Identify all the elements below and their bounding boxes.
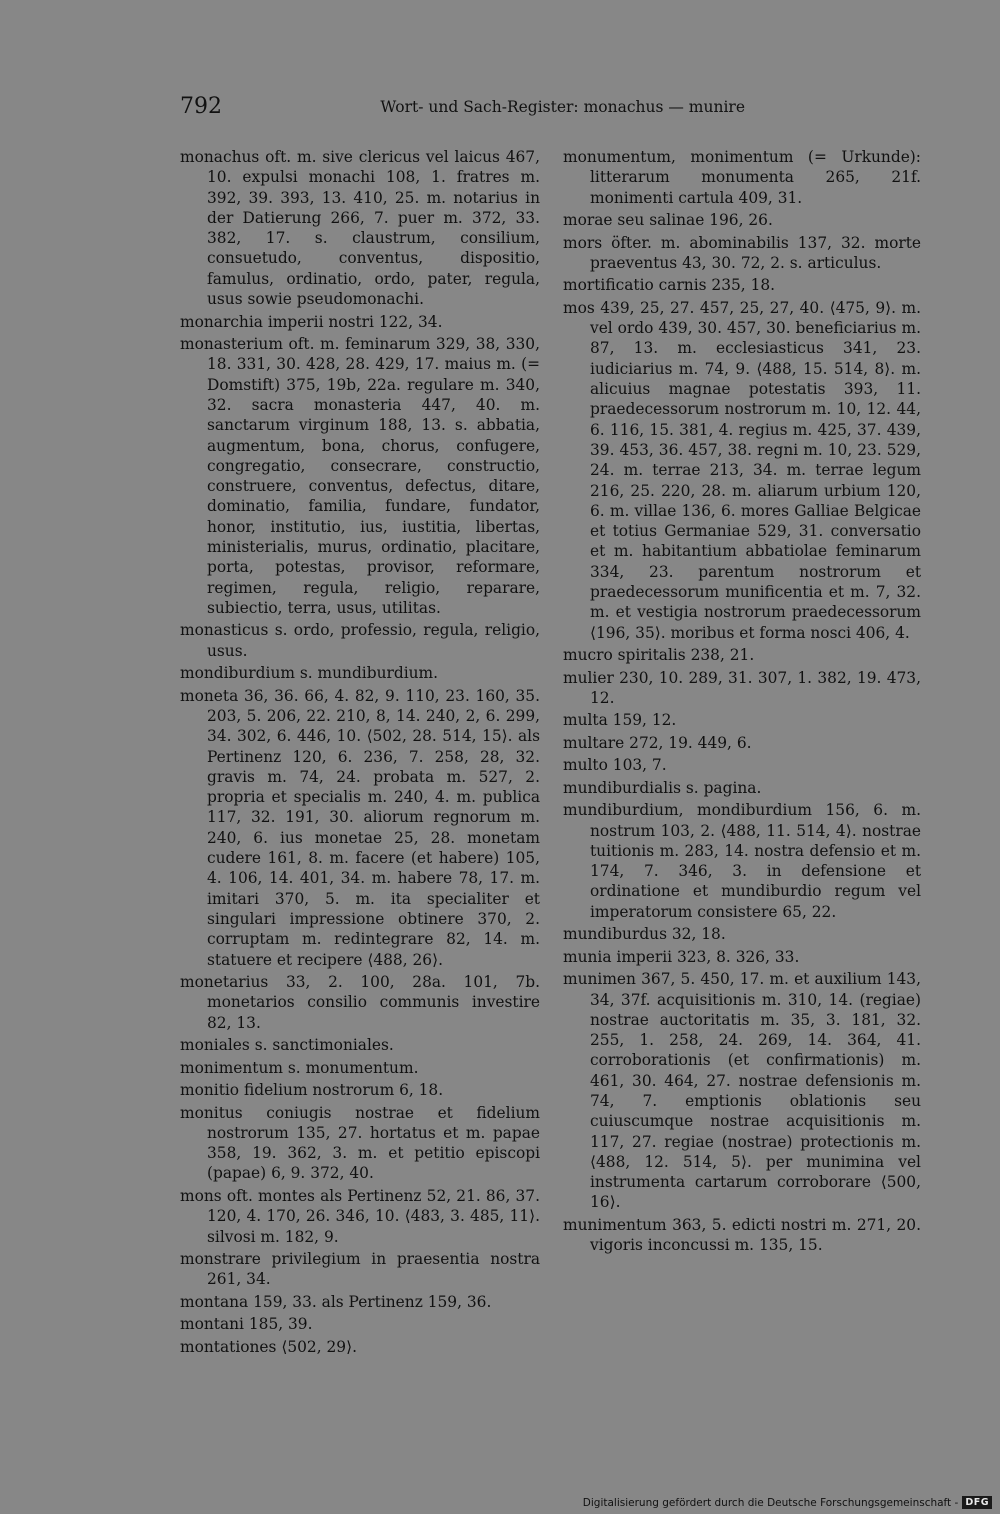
- index-entry: monarchia imperii nostri 122, 34.: [180, 312, 443, 331]
- index-entry: mors öfter. m. abominabilis 137, 32. morte praeventus 43, 30. 72, 2. s. articulus.: [563, 233, 921, 272]
- index-entry: munimentum 363, 5. edicti nostri m. 271, 20. vigoris inconcussi m. 135, 15.: [563, 1215, 921, 1255]
- index-entry: moneta 36, 36. 66, 4. 82, 9. 110, 23. 160, 35. 203, 5. 206, 22. 210, 8, 14. 240, 2, 6. 299, 34. 302, 6. 446, 10. ⟨502, 28. 514, 15⟩. als Pertinenz 120, 6. 236, 7. 258, 28, 32. gravis m. 74, 24. probata m. 527, 2. propria et specialis m. 240, 4. m. publica 117, 32. 191, 30. aliorum regnorum m. 240, 6. ius monetae 25, 28. monetam cudere 161, 8. m. facere (et habere) 105, 4. 106, 14. 401, 34. m. habere 78, 17. m. imitari 370, 5. m. ita specialiter et singulari impressione obtinere 370, 2. corruptam m. redintegrare 82, 14. m. statuere et recipere ⟨488, 26⟩.: [180, 686, 540, 969]
- index-entry: morae seu salinae 196, 26.: [563, 211, 773, 230]
- index-entry: montani 185, 39.: [180, 1315, 313, 1334]
- right-column: [563, 147, 921, 1258]
- page-header: [180, 94, 745, 124]
- index-entry: monstrare privilegium in praesentia nostra 261, 34.: [180, 1249, 540, 1289]
- index-entry: monachus oft. m. sive clericus vel laicus 467, 10. expulsi monachi 108, 1. fratres m. 392, 39. 393, 13. 410, 25. m. notarius in der Datierung 266, 7. puer m. 372, 33. 382, 17. s. claustrum, consilium, consuetudo, conventus, dispositio, famulus, ordinatio, ordo, pater, regula, usus sowie pseudomonachi.: [180, 148, 540, 309]
- index-entry: multare 272, 19. 449, 6.: [563, 733, 752, 752]
- index-entry: mons oft. montes als Pertinenz 52, 21. 86, 37. 120, 4. 170, 26. 346, 10. ⟨483, 3. 485, 11⟩. silvosi m. 182, 9.: [180, 1186, 540, 1246]
- index-entry: monumentum, monimentum (= Urkunde): litterarum monumenta 265, 21f. monimenti cartula 409, 31.: [563, 148, 921, 207]
- index-entry: montana 159, 33. als Pertinenz 159, 36.: [180, 1292, 492, 1311]
- index-entry: mulier 230, 10. 289, 31. 307, 1. 382, 19. 473, 12.: [563, 668, 921, 707]
- index-entry: munimen 367, 5. 450, 17. m. et auxilium 143, 34, 37f. acquisitionis m. 310, 14. (regiae) nostrae auctoritatis m. 35, 3. 181, 32. 255, 1. 258, 24. 269, 14. 364, 41. corroborationis (et confirmationis) m. 461, 30. 464, 27. nostrae defensionis m. 74, 7. emptionis oblationis seu cuiuscumque nostrae acquisitionis m. 117, 27. regiae (nostrae) protectionis m. ⟨488, 12. 514, 5⟩. per munimina vel instrumenta cartarum corroborare ⟨500, 16⟩.: [563, 970, 921, 1212]
- left-column: [180, 147, 540, 1359]
- index-entry: mos 439, 25, 27. 457, 25, 27, 40. ⟨475, 9⟩. m. vel ordo 439, 30. 457, 30. beneficiarius m. 87, 13. m. ecclesiasticus 341, 23. iudiciarius m. 74, 9. ⟨488, 15. 514, 8⟩. m. alicuius magnae potestatis 393, 11. praedecessorum nostrorum m. 10, 12. 44, 6. 116, 15. 381, 4. regius m. 425, 37. 439, 39. 453, 36. 457, 38. regni m. 10, 23. 529, 24. m. terrae 213, 34. m. terrae legum 216, 25. 220, 28. m. aliarum urbium 120, 6. m. villae 136, 6. mores Galliae Belgicae et totius Germaniae 529, 31. conversatio et m. habitantium abbatiolae feminarum 334, 23. parentum nostrorum et praedecessorum munificentia et m. 7, 32. m. et vestigia nostrorum praedecessorum ⟨196, 35⟩. moribus et forma nosci 406, 4.: [563, 298, 921, 642]
- digitization-credit: [583, 1496, 992, 1509]
- index-entry: mundiburdialis s. pagina.: [563, 778, 762, 797]
- index-entry: mondiburdium s. mundiburdium.: [180, 664, 439, 683]
- index-entry: multa 159, 12.: [563, 711, 677, 730]
- index-entry: mundiburdium, mondiburdium 156, 6. m. nostrum 103, 2. ⟨488, 11. 514, 4⟩. nostrae tuitionis m. 283, 14. nostra defensio et m. 174, 7. 346, 3. in defensione et ordinatione et mundiburdio regum vel imperatorum consistere 65, 22.: [563, 801, 921, 921]
- index-entry: munia imperii 323, 8. 326, 33.: [563, 947, 800, 966]
- index-entry: montationes ⟨502, 29⟩.: [180, 1337, 357, 1356]
- index-entry: mucro spiritalis 238, 21.: [563, 646, 755, 665]
- index-entry: monetarius 33, 2. 100, 28a. 101, 7b. monetarios consilio communis investire 82, 13.: [180, 973, 540, 1032]
- index-entry: monasticus s. ordo, professio, regula, religio, usus.: [180, 621, 540, 660]
- index-entry: multo 103, 7.: [563, 756, 667, 775]
- page-number: 792: [180, 94, 222, 119]
- index-entry: monitio fidelium nostrorum 6, 18.: [180, 1081, 444, 1100]
- running-title: Wort- und Sach-Register: monachus — munire: [380, 98, 745, 116]
- index-entry: monasterium oft. m. feminarum 329, 38, 330, 18. 331, 30. 428, 28. 429, 17. maius m. (= Domstift) 375, 19b, 22a. regulare m. 340, 32. sacra monasteria 447, 40. m. sanctarum virginum 188, 13. s. abbatia, augmentum, bona, chorus, confugere, congregatio, consecrare, constructio, construere, conventus, defectus, ditare, dominatio, familia, fundare, fundator, honor, institutio, ius, iustitia, libertas, ministerialis, murus, ordinatio, placitare, porta, potestas, provisor, reformare, regimen, regula, religio, reparare, subiectio, terra, usus, utilitas.: [180, 335, 540, 617]
- credit-text: Digitalisierung gefördert durch die Deutsche Forschungsgemeinschaft -: [582, 1496, 959, 1509]
- dfg-logo: DFG: [962, 1496, 992, 1509]
- index-entry: monitus coniugis nostrae et fidelium nostrorum 135, 27. hortatus et m. papae 358, 19. 362, 3. m. et petitio episcopi (papae) 6, 9. 372, 40.: [180, 1103, 540, 1183]
- index-entry: moniales s. sanctimoniales.: [180, 1036, 394, 1055]
- index-entry: mundiburdus 32, 18.: [563, 925, 726, 944]
- index-entry: monimentum s. monumentum.: [180, 1058, 419, 1077]
- index-entry: mortificatio carnis 235, 18.: [563, 276, 776, 295]
